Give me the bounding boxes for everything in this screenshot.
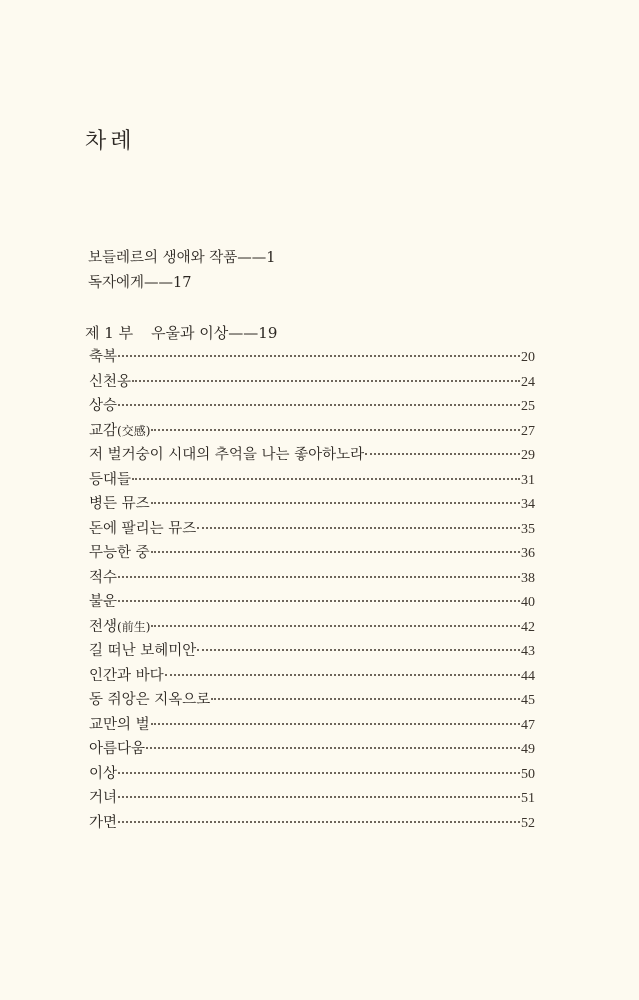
part-name: 우울과 이상	[151, 324, 229, 342]
toc-entry[interactable]	[89, 639, 535, 664]
part-dash: ——	[228, 324, 259, 342]
entry-dash: ——	[144, 275, 174, 291]
entry-page-number: 20	[521, 350, 535, 365]
leader-dots	[151, 551, 520, 553]
entry-page-number: 36	[521, 546, 535, 561]
leader-dots	[146, 747, 520, 749]
toc-entry[interactable]	[89, 688, 535, 713]
leader-dots	[132, 478, 520, 480]
entry-page-number: 45	[521, 693, 535, 708]
entry-page-number: 25	[521, 399, 535, 414]
entry-label: 적수	[89, 569, 118, 586]
toc-entry[interactable]	[89, 566, 535, 591]
entry-page-number: 27	[521, 423, 535, 439]
entry-label-text: 교감	[89, 422, 118, 439]
entry-page-number: 50	[521, 766, 535, 782]
toc-entry[interactable]	[89, 590, 535, 615]
toc-entry[interactable]	[89, 394, 535, 419]
leader-dots	[151, 429, 520, 431]
leader-dots	[211, 698, 520, 700]
entry-page-number: 31	[521, 472, 535, 488]
entry-label: 무능한 중	[89, 545, 150, 561]
leader-dots	[151, 502, 520, 504]
entry-label: 아름다움	[89, 741, 146, 757]
entry-page-number: 47	[521, 717, 535, 733]
entry-label: 길 떠난 보헤미안	[89, 643, 197, 659]
entry-label: 거녀	[89, 790, 118, 806]
toc-entry[interactable]	[89, 541, 535, 566]
entry-label: 상승	[89, 398, 118, 414]
toc-entry[interactable]	[89, 811, 535, 836]
toc-entry[interactable]	[89, 468, 535, 493]
leader-dots	[165, 674, 520, 676]
entry-page-number: 40	[521, 595, 535, 610]
entry-hanja: (前生)	[117, 619, 151, 634]
entry-label	[89, 615, 150, 640]
toc-entry-intro[interactable]	[88, 246, 276, 271]
toc-entry[interactable]	[89, 492, 535, 517]
toc-entry[interactable]	[89, 517, 535, 542]
entry-label-text: 전생	[89, 618, 118, 635]
entry-hanja: (交感)	[117, 423, 151, 438]
entry-label: 저 벌거숭이 시대의 추억을 나는 좋아하노라	[89, 447, 365, 463]
toc-entry[interactable]	[89, 443, 535, 468]
leader-dots	[118, 772, 520, 774]
entry-label: 이상	[89, 765, 118, 782]
leader-dots	[118, 600, 520, 602]
entry-page-number: 43	[521, 644, 535, 659]
entry-label: 신천옹	[89, 373, 132, 390]
entry-page-number: 24	[521, 374, 535, 390]
entry-page-number: 17	[173, 275, 192, 291]
leader-dots	[118, 404, 520, 406]
entry-label: 축복	[89, 349, 118, 365]
entry-dash: ——	[237, 250, 267, 266]
entry-label: 불운	[89, 594, 118, 610]
entry-label: 등대들	[89, 471, 132, 488]
toc-entry[interactable]	[89, 737, 535, 762]
entry-label: 돈에 팔리는 뮤즈	[89, 520, 197, 537]
entry-label: 병든 뮤즈	[89, 496, 150, 512]
leader-dots	[365, 453, 520, 455]
toc-entry[interactable]	[89, 664, 535, 689]
leader-dots	[132, 380, 520, 382]
leader-dots	[197, 649, 520, 651]
toc-entry[interactable]	[89, 762, 535, 787]
entry-label: 가면	[89, 814, 118, 831]
leader-dots	[118, 576, 520, 578]
entry-label: 독자에게	[88, 275, 145, 291]
leader-dots	[151, 723, 520, 725]
page-title: 차례	[85, 129, 136, 154]
leader-dots	[118, 796, 520, 798]
toc-entry[interactable]	[89, 370, 535, 395]
leader-dots	[118, 355, 520, 357]
entry-page-number: 44	[521, 668, 535, 684]
entry-label: 교만의 벌	[89, 716, 150, 733]
toc-entry[interactable]	[89, 786, 535, 811]
toc-entry[interactable]	[89, 615, 535, 640]
entry-page-number: 42	[521, 619, 535, 635]
entry-page-number: 51	[521, 791, 535, 806]
entry-page-number: 38	[521, 570, 535, 586]
leader-dots	[151, 625, 520, 627]
toc-entry[interactable]	[89, 345, 535, 370]
toc-entry[interactable]	[89, 419, 535, 444]
toc-entry[interactable]	[89, 713, 535, 738]
entry-label: 인간과 바다	[89, 667, 164, 684]
toc-entry-intro[interactable]	[88, 271, 276, 296]
toc-list	[89, 345, 535, 835]
entry-label: 동 쥐앙은 지옥으로	[89, 692, 211, 708]
entry-page-number: 34	[521, 497, 535, 512]
entry-page-number: 29	[521, 448, 535, 463]
leader-dots	[197, 527, 520, 529]
entry-page-number: 1	[266, 250, 276, 266]
part-number: 제 1 부	[85, 324, 134, 342]
entry-page-number: 35	[521, 521, 535, 537]
entry-label	[89, 419, 150, 444]
entry-page-number: 49	[521, 742, 535, 757]
part-heading[interactable]	[85, 321, 277, 345]
entry-label: 보들레르의 생애와 작품	[88, 250, 238, 266]
leader-dots	[118, 821, 520, 823]
part-page-number: 19	[258, 324, 278, 342]
entry-page-number: 52	[521, 815, 535, 831]
intro-section	[88, 246, 276, 296]
